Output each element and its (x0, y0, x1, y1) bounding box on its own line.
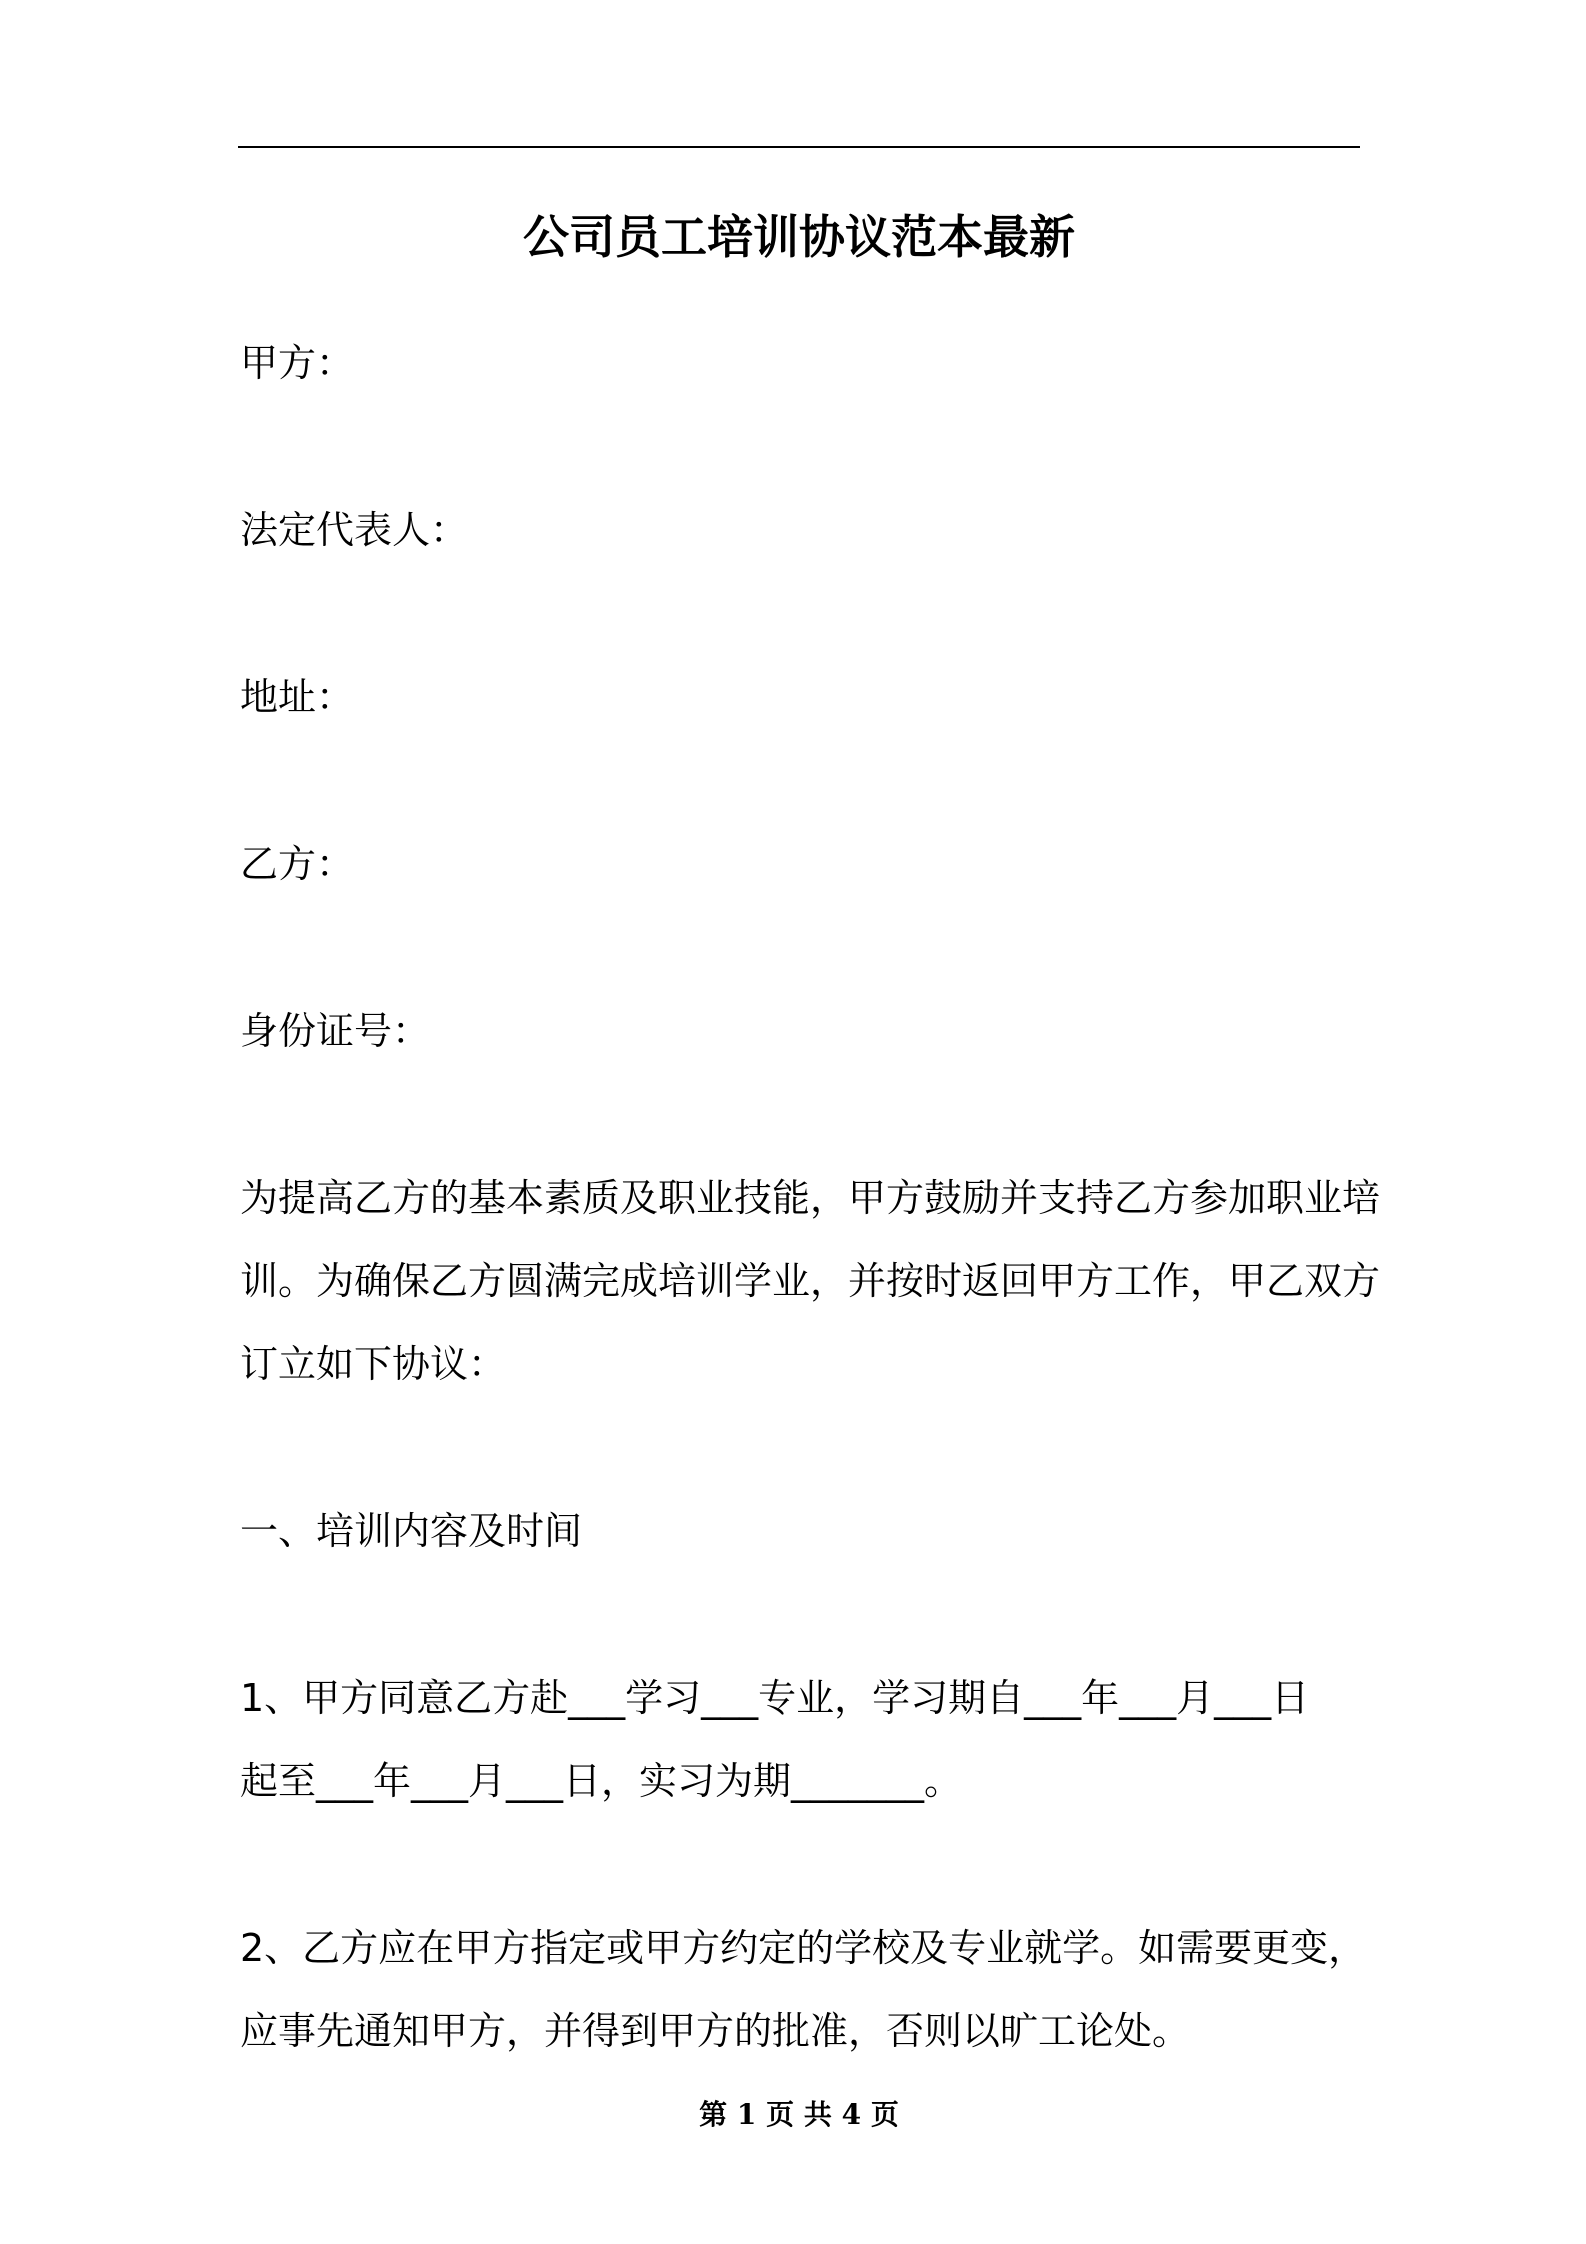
id-number-field: 身份证号： (240, 1009, 431, 1053)
clause-2-line-1: 2、乙方应在甲方指定或甲方约定的学校及专业就学。如需要更变， (240, 1926, 1367, 1970)
legal-rep-field: 法定代表人： (240, 508, 469, 552)
header-rule (238, 146, 1360, 148)
intro-line-3: 订立如下协议： (240, 1342, 507, 1386)
clause-1-line-1: 1、甲方同意乙方赴___学习___专业，学习期自___年___月___日 (240, 1676, 1310, 1720)
intro-line-2: 训。为确保乙方圆满完成培训学业，并按时返回甲方工作，甲乙双方 (240, 1259, 1381, 1303)
party-a-field: 甲方： (240, 341, 355, 385)
party-b-field: 乙方： (240, 842, 355, 886)
clause-2-line-2: 应事先通知甲方，并得到甲方的批准，否则以旷工论处。 (240, 2009, 1191, 2053)
page-footer: 第 1 页 共 4 页 (699, 2098, 899, 2131)
intro-line-1: 为提高乙方的基本素质及职业技能，甲方鼓励并支持乙方参加职业培 (240, 1176, 1381, 1220)
document-title: 公司员工培训协议范本最新 (523, 210, 1075, 264)
clause-1-line-2: 起至___年___月___日，实习为期_______。 (240, 1759, 963, 1803)
address-field: 地址： (240, 675, 355, 719)
section-heading: 一、培训内容及时间 (240, 1509, 583, 1553)
